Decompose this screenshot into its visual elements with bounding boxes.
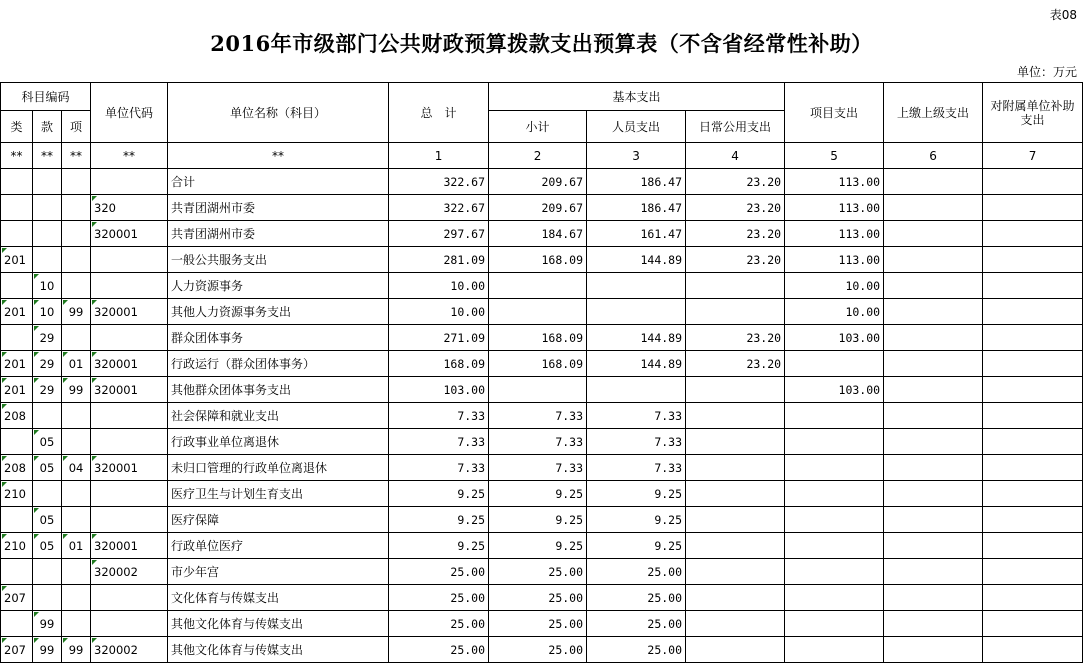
total-cell[interactable]: 271.09 [389,325,489,351]
unit-name-cell[interactable]: 社会保障和就业支出 [168,403,389,429]
upper-cell[interactable] [884,585,983,611]
kuan-cell[interactable] [33,559,62,585]
xiang-cell[interactable] [62,221,91,247]
header-personnel: 人员支出 [587,111,686,143]
subtotal-cell[interactable]: 209.67 [489,195,587,221]
daily-cell[interactable] [686,585,785,611]
project-cell[interactable]: 113.00 [785,221,884,247]
daily-cell[interactable]: 23.20 [686,247,785,273]
lei-cell[interactable] [1,325,33,351]
index-cell: ** [1,143,33,169]
table-row [1,429,1083,455]
unit-name-cell[interactable]: 其他文化体育与传媒支出 [168,637,389,663]
xiang-cell[interactable] [62,481,91,507]
table-row [1,325,1083,351]
unit-code-cell[interactable] [91,273,168,299]
kuan-cell[interactable] [33,195,62,221]
kuan-cell[interactable] [33,585,62,611]
lei-cell[interactable]: 201 [1,247,33,273]
header-total: 总 计 [389,83,489,143]
upper-cell[interactable] [884,299,983,325]
daily-cell[interactable] [686,273,785,299]
unit-code-cell[interactable]: 320001 [91,377,168,403]
personnel-cell[interactable] [587,377,686,403]
upper-cell[interactable] [884,377,983,403]
subtotal-cell[interactable]: 25.00 [489,611,587,637]
total-cell[interactable]: 25.00 [389,611,489,637]
subsidy-cell[interactable] [983,507,1083,533]
header-kuan: 款 [33,111,62,143]
total-cell[interactable]: 9.25 [389,533,489,559]
subtotal-cell[interactable]: 9.25 [489,507,587,533]
unit-code-cell[interactable]: 320 [91,195,168,221]
table-row [1,455,1083,481]
header-subtotal: 小计 [489,111,587,143]
subsidy-cell[interactable] [983,585,1083,611]
table-row [1,273,1083,299]
upper-cell[interactable] [884,325,983,351]
xiang-cell[interactable]: 04 [62,455,91,481]
project-cell[interactable] [785,507,884,533]
daily-cell[interactable]: 23.20 [686,169,785,195]
subtotal-cell[interactable]: 168.09 [489,325,587,351]
lei-cell[interactable]: 210 [1,481,33,507]
daily-cell[interactable] [686,455,785,481]
personnel-cell[interactable]: 7.33 [587,403,686,429]
kuan-cell[interactable] [33,169,62,195]
kuan-cell[interactable]: 05 [33,533,62,559]
upper-cell[interactable] [884,273,983,299]
total-cell[interactable]: 7.33 [389,403,489,429]
upper-cell[interactable] [884,533,983,559]
personnel-cell[interactable]: 7.33 [587,455,686,481]
upper-cell[interactable] [884,559,983,585]
subtotal-cell[interactable]: 25.00 [489,637,587,663]
unit-code-cell[interactable] [91,481,168,507]
kuan-cell[interactable]: 10 [33,299,62,325]
index-cell: 7 [983,143,1083,169]
lei-cell[interactable]: 201 [1,377,33,403]
lei-cell[interactable]: 207 [1,637,33,663]
project-cell[interactable] [785,637,884,663]
subtotal-cell[interactable]: 9.25 [489,481,587,507]
subtotal-cell[interactable] [489,273,587,299]
personnel-cell[interactable]: 161.47 [587,221,686,247]
header-subsidy: 对附属单位补助支出 [983,83,1083,143]
index-cell: 2 [489,143,587,169]
xiang-cell[interactable] [62,559,91,585]
unit-code-cell[interactable] [91,507,168,533]
upper-cell[interactable] [884,403,983,429]
subtotal-cell[interactable]: 7.33 [489,429,587,455]
unit-name-cell[interactable]: 行政单位医疗 [168,533,389,559]
table-row [1,533,1083,559]
index-cell: 1 [389,143,489,169]
unit-name-cell[interactable]: 未归口管理的行政单位离退休 [168,455,389,481]
unit-name-cell[interactable]: 群众团体事务 [168,325,389,351]
subsidy-cell[interactable] [983,559,1083,585]
daily-cell[interactable] [686,637,785,663]
table-row [1,611,1083,637]
unit-name-cell[interactable]: 合计 [168,169,389,195]
table-row [1,299,1083,325]
index-cell: 6 [884,143,983,169]
personnel-cell[interactable]: 25.00 [587,611,686,637]
table-row [1,637,1083,663]
index-cell: ** [62,143,91,169]
index-cell: ** [168,143,389,169]
daily-cell[interactable] [686,507,785,533]
unit-name-cell[interactable]: 一般公共服务支出 [168,247,389,273]
upper-cell[interactable] [884,351,983,377]
project-cell[interactable] [785,351,884,377]
xiang-cell[interactable]: 99 [62,377,91,403]
daily-cell[interactable] [686,533,785,559]
project-cell[interactable]: 113.00 [785,195,884,221]
daily-cell[interactable] [686,611,785,637]
subtotal-cell[interactable]: 168.09 [489,247,587,273]
index-row [1,143,1083,169]
subtotal-cell[interactable] [489,377,587,403]
unit-code-cell[interactable] [91,403,168,429]
lei-cell[interactable]: 207 [1,585,33,611]
unit-code-cell[interactable] [91,611,168,637]
header-subject-code: 科目编码 [1,83,91,111]
personnel-cell[interactable] [587,299,686,325]
unit-name-cell[interactable]: 共青团湖州市委 [168,221,389,247]
subtotal-cell[interactable]: 209.67 [489,169,587,195]
kuan-cell[interactable] [33,247,62,273]
kuan-cell[interactable]: 05 [33,507,62,533]
subsidy-cell[interactable] [983,455,1083,481]
personnel-cell[interactable]: 144.89 [587,247,686,273]
daily-cell[interactable] [686,559,785,585]
unit-code-cell[interactable]: 320001 [91,455,168,481]
upper-cell[interactable] [884,611,983,637]
unit-name-cell[interactable]: 其他群众团体事务支出 [168,377,389,403]
xiang-cell[interactable]: 99 [62,637,91,663]
total-cell[interactable]: 103.00 [389,377,489,403]
table-row [1,377,1083,403]
header-project: 项目支出 [785,83,884,143]
project-cell[interactable] [785,403,884,429]
upper-cell[interactable] [884,455,983,481]
personnel-cell[interactable]: 186.47 [587,169,686,195]
xiang-cell[interactable] [62,325,91,351]
lei-cell[interactable] [1,169,33,195]
subsidy-cell[interactable] [983,377,1083,403]
total-cell[interactable]: 10.00 [389,299,489,325]
total-cell[interactable]: 7.33 [389,429,489,455]
lei-cell[interactable]: 201 [1,351,33,377]
unit-code-cell[interactable]: 320001 [91,299,168,325]
unit-code-cell[interactable]: 320002 [91,637,168,663]
total-cell[interactable]: 9.25 [389,481,489,507]
project-cell[interactable] [785,455,884,481]
daily-cell[interactable]: 23.20 [686,325,785,351]
index-cell: ** [91,143,168,169]
table-row [1,481,1083,507]
xiang-cell[interactable]: 01 [62,533,91,559]
project-cell[interactable]: 113.00 [785,247,884,273]
subtotal-cell[interactable]: 7.33 [489,403,587,429]
table-row [1,221,1083,247]
project-cell[interactable]: 103.00 [785,377,884,403]
upper-cell[interactable] [884,195,983,221]
total-cell[interactable]: 7.33 [389,455,489,481]
personnel-cell[interactable]: 25.00 [587,559,686,585]
total-cell[interactable]: 322.67 [389,169,489,195]
lei-cell[interactable] [1,559,33,585]
subtotal-cell[interactable]: 25.00 [489,559,587,585]
personnel-cell[interactable]: 25.00 [587,637,686,663]
unit-code-cell[interactable]: 320001 [91,221,168,247]
subtotal-cell[interactable]: 184.67 [489,221,587,247]
subsidy-cell[interactable] [983,351,1083,377]
subsidy-cell[interactable] [983,611,1083,637]
upper-cell[interactable] [884,221,983,247]
kuan-cell[interactable] [33,403,62,429]
upper-cell[interactable] [884,507,983,533]
daily-cell[interactable]: 23.20 [686,221,785,247]
kuan-cell[interactable]: 10 [33,273,62,299]
subsidy-cell[interactable] [983,273,1083,299]
total-cell[interactable]: 25.00 [389,637,489,663]
personnel-cell[interactable]: 9.25 [587,533,686,559]
personnel-cell[interactable]: 25.00 [587,585,686,611]
table-row [1,169,1083,195]
upper-cell[interactable] [884,169,983,195]
xiang-cell[interactable] [62,273,91,299]
daily-cell[interactable]: 23.20 [686,195,785,221]
unit-name-cell[interactable]: 行政事业单位离退休 [168,429,389,455]
subsidy-cell[interactable] [983,637,1083,663]
daily-cell[interactable] [686,481,785,507]
personnel-cell[interactable]: 9.25 [587,481,686,507]
total-cell[interactable]: 168.09 [389,351,489,377]
subsidy-cell[interactable] [983,169,1083,195]
table-row [1,247,1083,273]
budget-table [0,82,1083,663]
project-cell[interactable]: 10.00 [785,299,884,325]
project-cell[interactable]: 113.00 [785,169,884,195]
subtotal-cell[interactable]: 9.25 [489,533,587,559]
unit-name-cell[interactable]: 行政运行（群众团体事务） [168,351,389,377]
upper-cell[interactable] [884,637,983,663]
page-title: 2016年市级部门公共财政预算拨款支出预算表（不含省经常性补助） [210,31,873,56]
personnel-cell[interactable]: 144.89 [587,325,686,351]
total-cell[interactable]: 297.67 [389,221,489,247]
personnel-cell[interactable]: 9.25 [587,507,686,533]
total-cell[interactable]: 322.67 [389,195,489,221]
table-row [1,585,1083,611]
subsidy-cell[interactable] [983,247,1083,273]
kuan-cell[interactable] [33,481,62,507]
subtotal-cell[interactable]: 168.09 [489,351,587,377]
unit-name-cell[interactable]: 医疗保障 [168,507,389,533]
project-cell[interactable] [785,481,884,507]
unit-name-cell[interactable]: 文化体育与传媒支出 [168,585,389,611]
header-lei: 类 [1,111,33,143]
unit-name-cell[interactable]: 医疗卫生与计划生育支出 [168,481,389,507]
total-cell[interactable]: 10.00 [389,273,489,299]
kuan-cell[interactable]: 99 [33,637,62,663]
xiang-cell[interactable] [62,611,91,637]
project-cell[interactable] [785,559,884,585]
unit-name-cell[interactable]: 其他文化体育与传媒支出 [168,611,389,637]
upper-cell[interactable] [884,247,983,273]
unit-code-cell[interactable] [91,429,168,455]
unit-code-cell[interactable]: 320001 [91,351,168,377]
kuan-cell[interactable]: 05 [33,429,62,455]
lei-cell[interactable] [1,507,33,533]
unit-name-cell[interactable]: 人力资源事务 [168,273,389,299]
daily-cell[interactable] [686,377,785,403]
project-cell[interactable]: 103.00 [785,325,884,351]
unit-code-cell[interactable]: 320001 [91,533,168,559]
table-body [1,169,1083,663]
subsidy-cell[interactable] [983,325,1083,351]
subsidy-cell[interactable] [983,533,1083,559]
xiang-cell[interactable] [62,247,91,273]
daily-cell[interactable] [686,429,785,455]
table-row [1,507,1083,533]
kuan-cell[interactable] [33,221,62,247]
lei-cell[interactable]: 201 [1,299,33,325]
index-cell: 3 [587,143,686,169]
daily-cell[interactable] [686,299,785,325]
xiang-cell[interactable] [62,507,91,533]
xiang-cell[interactable] [62,169,91,195]
lei-cell[interactable] [1,611,33,637]
kuan-cell[interactable]: 29 [33,325,62,351]
project-cell[interactable] [785,585,884,611]
unit-code-cell[interactable] [91,169,168,195]
xiang-cell[interactable]: 99 [62,299,91,325]
lei-cell[interactable] [1,429,33,455]
project-cell[interactable] [785,429,884,455]
personnel-cell[interactable]: 7.33 [587,429,686,455]
header-basic: 基本支出 [489,83,785,111]
subtotal-cell[interactable]: 7.33 [489,455,587,481]
header-unit-name: 单位名称（科目） [168,83,389,143]
subsidy-cell[interactable] [983,403,1083,429]
kuan-cell[interactable]: 99 [33,611,62,637]
xiang-cell[interactable] [62,403,91,429]
index-cell: 5 [785,143,884,169]
unit-name-cell[interactable]: 共青团湖州市委 [168,195,389,221]
total-cell[interactable]: 25.00 [389,585,489,611]
personnel-cell[interactable]: 186.47 [587,195,686,221]
lei-cell[interactable] [1,195,33,221]
index-cell: 4 [686,143,785,169]
lei-cell[interactable]: 210 [1,533,33,559]
project-cell[interactable]: 10.00 [785,273,884,299]
daily-cell[interactable]: 23.20 [686,351,785,377]
subsidy-cell[interactable] [983,221,1083,247]
xiang-cell[interactable] [62,585,91,611]
kuan-cell[interactable]: 29 [33,377,62,403]
total-cell[interactable]: 9.25 [389,507,489,533]
daily-cell[interactable] [686,403,785,429]
subtotal-cell[interactable] [489,299,587,325]
xiang-cell[interactable]: 01 [62,351,91,377]
unit-code-cell[interactable] [91,585,168,611]
header-daily: 日常公用支出 [686,111,785,143]
personnel-cell[interactable]: 144.89 [587,351,686,377]
table-row [1,195,1083,221]
header-unit-code: 单位代码 [91,83,168,143]
unit-code-cell[interactable] [91,325,168,351]
unit-name-cell[interactable]: 其他人力资源事务支出 [168,299,389,325]
subsidy-cell[interactable] [983,299,1083,325]
lei-cell[interactable]: 208 [1,403,33,429]
sheet-number: 表08 [1049,8,1077,22]
project-cell[interactable] [785,611,884,637]
subtotal-cell[interactable]: 25.00 [489,585,587,611]
subsidy-cell[interactable] [983,481,1083,507]
unit-code-cell[interactable] [91,247,168,273]
header-upper: 上缴上级支出 [884,83,983,143]
kuan-cell[interactable]: 29 [33,351,62,377]
lei-cell[interactable] [1,273,33,299]
table-row [1,403,1083,429]
subsidy-cell[interactable] [983,429,1083,455]
table-row [1,559,1083,585]
personnel-cell[interactable] [587,273,686,299]
upper-cell[interactable] [884,429,983,455]
subsidy-cell[interactable] [983,195,1083,221]
xiang-cell[interactable] [62,195,91,221]
index-cell: ** [33,143,62,169]
unit-name-cell[interactable]: 市少年宫 [168,559,389,585]
total-cell[interactable]: 25.00 [389,559,489,585]
total-cell[interactable]: 281.09 [389,247,489,273]
kuan-cell[interactable]: 05 [33,455,62,481]
unit-code-cell[interactable]: 320002 [91,559,168,585]
project-cell[interactable] [785,533,884,559]
lei-cell[interactable]: 208 [1,455,33,481]
header-xiang: 项 [62,111,91,143]
table-row [1,351,1083,377]
upper-cell[interactable] [884,481,983,507]
unit-label: 单位：万元 [1016,65,1077,79]
xiang-cell[interactable] [62,429,91,455]
lei-cell[interactable] [1,221,33,247]
